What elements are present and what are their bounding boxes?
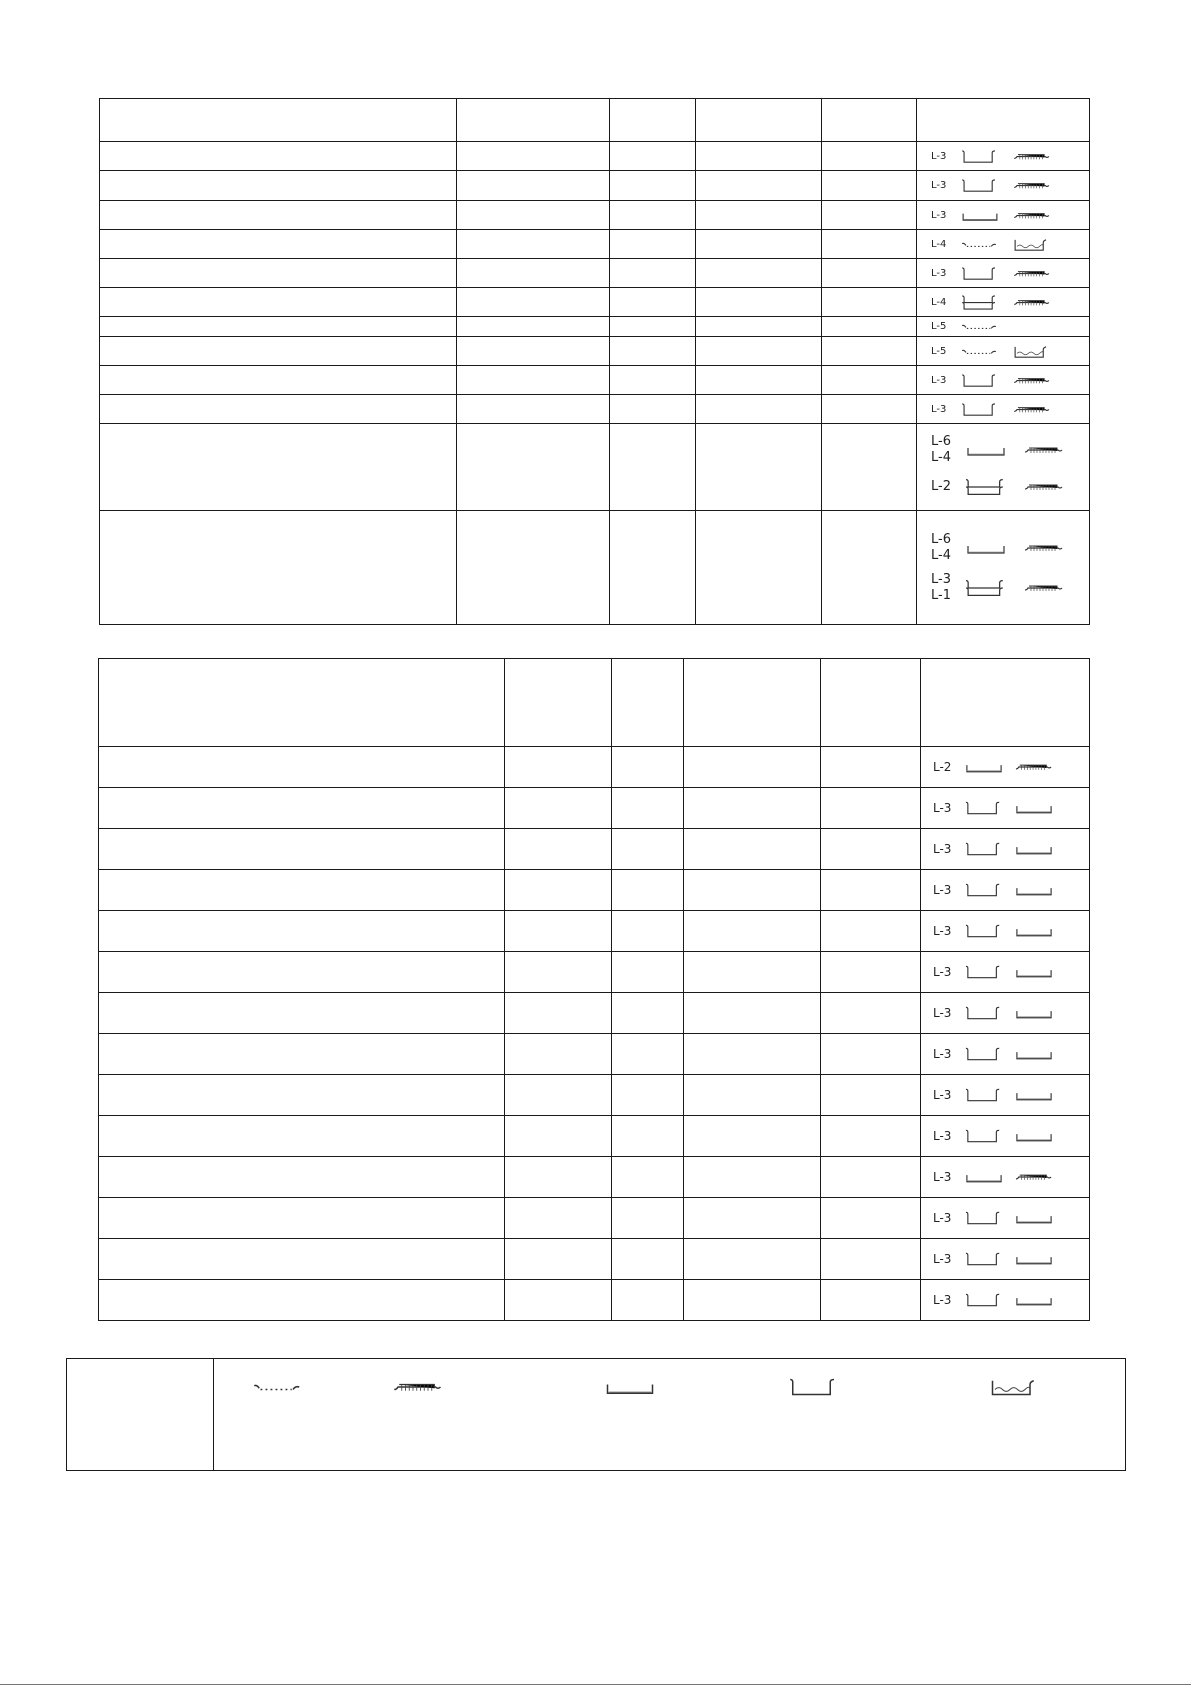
shelf-level-label: L-4 <box>931 547 951 563</box>
table-cell <box>100 230 457 259</box>
table-cell <box>696 171 822 201</box>
table-cell <box>684 1157 821 1198</box>
accessory-cell <box>921 1116 1090 1157</box>
table-cell <box>610 366 696 395</box>
shallow-pan-icon <box>1015 1128 1053 1144</box>
shelf-level-label: L-3 <box>931 267 947 279</box>
accessory-cell <box>921 1075 1090 1116</box>
table-cell <box>505 1116 612 1157</box>
table-row <box>100 424 1090 511</box>
grill-rack-icon <box>1013 402 1051 417</box>
table-cell <box>684 747 821 788</box>
table-cell <box>822 171 917 201</box>
table-cell <box>505 1034 612 1075</box>
table-cell <box>822 99 917 142</box>
shelf-level-label: L-3 <box>931 403 947 415</box>
table-cell <box>821 1280 921 1321</box>
table-cell <box>821 747 921 788</box>
table-cell <box>821 993 921 1034</box>
table-cell <box>684 1198 821 1239</box>
accessory-cell <box>921 1280 1090 1321</box>
table-row <box>99 1157 1090 1198</box>
shallow-pan-icon <box>1015 1292 1053 1308</box>
table-cell <box>684 659 821 747</box>
accessory-cell <box>917 288 1090 317</box>
shelf-level-label: L-3 <box>933 1006 952 1020</box>
table-row <box>100 337 1090 366</box>
table-cell <box>822 395 917 424</box>
table-cell <box>457 230 610 259</box>
table-cell <box>822 337 917 366</box>
table-cell <box>696 511 822 625</box>
table-cell <box>684 1280 821 1321</box>
deep-pan-icon <box>788 1377 840 1397</box>
shelf-level-label: L-6 <box>931 434 951 449</box>
accessory-cell <box>917 511 1090 625</box>
table-cell <box>505 788 612 829</box>
table-cell <box>505 1239 612 1280</box>
table-cell <box>99 952 505 993</box>
table-cell <box>610 99 696 142</box>
table-cell <box>696 288 822 317</box>
accessory-cell <box>917 366 1090 395</box>
shallow-pan-icon <box>1015 841 1053 857</box>
deep-pan-icon <box>965 800 1003 816</box>
cooking-table-1 <box>99 98 1090 625</box>
table-row <box>100 395 1090 424</box>
accessory-cell <box>921 870 1090 911</box>
wire-rack-icon <box>252 1377 304 1397</box>
accessory-cell <box>917 230 1090 259</box>
table-cell <box>610 288 696 317</box>
grill-rack-icon <box>1023 479 1065 495</box>
table-cell <box>696 259 822 288</box>
table-cell <box>696 395 822 424</box>
water-pan-icon <box>989 1377 1041 1397</box>
accessory-cell <box>921 1157 1090 1198</box>
table-cell <box>610 171 696 201</box>
shelf-level-label: L-4 <box>931 296 947 308</box>
deep-pan-icon <box>961 373 999 388</box>
table-cell <box>505 747 612 788</box>
accessory-cell <box>917 142 1090 171</box>
grill-rack-icon <box>1023 540 1065 556</box>
deep-pan-icon <box>961 402 999 417</box>
table-row <box>99 788 1090 829</box>
wire-rack-icon <box>961 237 999 252</box>
table-cell <box>99 993 505 1034</box>
shallow-pan-icon <box>1015 964 1053 980</box>
accessory-cell <box>921 993 1090 1034</box>
shelf-level-label: L-3 <box>933 883 952 897</box>
deep-pan-icon <box>965 841 1003 857</box>
deep-pan-icon <box>965 1251 1003 1267</box>
grill-rack-icon <box>1015 1169 1053 1185</box>
shelf-level-label: L-3 <box>933 842 952 856</box>
shallow-pan-icon <box>1015 800 1053 816</box>
table-cell <box>612 952 684 993</box>
shelf-level-label: L-3 <box>933 1129 952 1143</box>
table-row <box>99 1075 1090 1116</box>
table-cell <box>100 259 457 288</box>
table-row <box>99 870 1090 911</box>
accessory-cell <box>921 747 1090 788</box>
table-cell <box>100 99 457 142</box>
table-cell <box>821 952 921 993</box>
shallow-pan-icon <box>965 442 1007 458</box>
table-cell <box>684 829 821 870</box>
shelf-level-label: L-3 <box>933 924 952 938</box>
grill-rack-icon <box>1013 208 1051 223</box>
table-row <box>99 1280 1090 1321</box>
deep-pan-icon <box>965 1087 1003 1103</box>
table-cell <box>99 659 505 747</box>
table-cell <box>822 366 917 395</box>
table-header-row <box>100 99 1090 142</box>
table-cell <box>822 201 917 230</box>
table-cell <box>100 366 457 395</box>
table-cell <box>822 317 917 337</box>
table-row <box>99 911 1090 952</box>
wire-rack-icon <box>961 319 999 334</box>
grill-rack-icon <box>1013 178 1051 193</box>
table-cell <box>821 659 921 747</box>
accessory-legend <box>66 1358 1126 1471</box>
table-cell <box>696 317 822 337</box>
table-cell <box>505 952 612 993</box>
grill-rack-icon <box>1013 373 1051 388</box>
shelf-level-label: L-4 <box>931 238 947 250</box>
table-cell <box>610 337 696 366</box>
shelf-level-label: L-6 <box>931 531 951 547</box>
accessory-cell <box>921 788 1090 829</box>
table-cell <box>612 1239 684 1280</box>
shelf-level-label: L-3 <box>931 180 947 191</box>
shallow-pan-icon <box>1015 1210 1053 1226</box>
table-cell <box>505 993 612 1034</box>
deep-pan-icon <box>965 1292 1003 1308</box>
table-cell <box>457 317 610 337</box>
table-cell <box>822 142 917 171</box>
deep-pan-icon <box>965 923 1003 939</box>
table-cell <box>505 829 612 870</box>
deep-pan-icon <box>965 964 1003 980</box>
table-cell <box>99 1280 505 1321</box>
shallow-pan-icon <box>604 1377 656 1397</box>
table-row <box>100 201 1090 230</box>
accessory-cell <box>917 201 1090 230</box>
shelf-level-label: L-3 <box>931 374 947 386</box>
table-cell <box>610 142 696 171</box>
shallow-pan-icon <box>1015 1005 1053 1021</box>
shelf-level-label: L-3 <box>931 209 947 221</box>
shallow-pan-icon <box>1015 1046 1053 1062</box>
table-cell <box>684 1239 821 1280</box>
table-cell <box>684 1116 821 1157</box>
grill-rack-icon <box>1013 295 1051 310</box>
table-cell <box>505 1075 612 1116</box>
table-cell <box>612 993 684 1034</box>
table-row <box>99 993 1090 1034</box>
table-row <box>100 259 1090 288</box>
shallow-pan-icon <box>961 208 999 223</box>
table-cell <box>457 288 610 317</box>
table-cell <box>457 142 610 171</box>
table-cell <box>684 788 821 829</box>
shallow-pan-icon <box>965 1169 1003 1185</box>
deep-pan-icon <box>961 178 999 193</box>
table-cell <box>505 911 612 952</box>
grill-rack-icon <box>392 1377 444 1397</box>
shelf-level-label: L-3 <box>933 1211 952 1225</box>
table-cell <box>610 201 696 230</box>
table-cell <box>612 1075 684 1116</box>
table-cell <box>821 788 921 829</box>
double-pan-icon <box>965 474 1007 500</box>
shelf-level-label: L-3 <box>933 801 952 815</box>
table-cell <box>696 230 822 259</box>
table-row <box>100 171 1090 201</box>
table-row <box>99 1198 1090 1239</box>
table-cell <box>821 1198 921 1239</box>
grill-rack-icon <box>1013 149 1051 164</box>
table-cell <box>457 171 610 201</box>
table-cell <box>505 659 612 747</box>
table-row <box>100 366 1090 395</box>
shelf-level-label: L-3 <box>933 1047 952 1061</box>
shelf-level-label: L-3 <box>931 150 947 162</box>
table-cell <box>612 788 684 829</box>
table-cell <box>610 317 696 337</box>
table-cell <box>684 952 821 993</box>
legend-header-cell <box>67 1359 214 1471</box>
grill-rack-icon <box>1023 580 1065 596</box>
table-cell <box>822 511 917 625</box>
deep-pan-icon <box>961 149 999 164</box>
table-cell <box>457 337 610 366</box>
table-cell <box>612 747 684 788</box>
accessory-cell <box>917 424 1090 511</box>
table-cell <box>100 201 457 230</box>
deep-pan-icon <box>965 1046 1003 1062</box>
grill-rack-icon <box>1013 266 1051 281</box>
table-cell <box>457 424 610 511</box>
shelf-level-label: L-3 <box>933 1170 952 1184</box>
accessory-cell <box>917 337 1090 366</box>
table-cell <box>100 142 457 171</box>
table-row <box>99 829 1090 870</box>
table-cell <box>821 1075 921 1116</box>
table-cell <box>822 424 917 511</box>
accessory-cell <box>917 259 1090 288</box>
shelf-level-label: L-2 <box>933 760 952 774</box>
shelf-level-label: L-3 <box>933 1088 952 1102</box>
table-cell <box>99 870 505 911</box>
table-cell <box>457 511 610 625</box>
accessory-cell <box>921 1198 1090 1239</box>
shallow-pan-icon <box>1015 923 1053 939</box>
table-cell <box>99 911 505 952</box>
table-cell <box>100 288 457 317</box>
grill-rack-icon <box>1023 442 1065 458</box>
table-row <box>100 317 1090 337</box>
table-cell <box>696 337 822 366</box>
table-cell <box>822 288 917 317</box>
table-row <box>99 1239 1090 1280</box>
shelf-level-label: L-4 <box>931 450 951 465</box>
accessory-cell <box>921 829 1090 870</box>
accessory-cell <box>921 952 1090 993</box>
table-cell <box>684 1034 821 1075</box>
shallow-pan-icon <box>1015 1251 1053 1267</box>
table-cell <box>684 911 821 952</box>
shelf-level-label: L-3 <box>933 1252 952 1266</box>
table-cell <box>610 230 696 259</box>
table-row <box>99 1116 1090 1157</box>
table-cell <box>99 1075 505 1116</box>
table-cell <box>99 1198 505 1239</box>
water-pan-icon <box>1013 344 1051 359</box>
table-cell <box>684 993 821 1034</box>
deep-pan-icon <box>961 266 999 281</box>
table-row <box>100 511 1090 625</box>
shelf-level-label: L-1 <box>931 587 951 603</box>
table-cell <box>457 201 610 230</box>
table-cell <box>505 1157 612 1198</box>
shelf-level-label: L-5 <box>931 345 947 357</box>
table-cell <box>821 870 921 911</box>
shelf-level-label: L-2 <box>931 479 951 494</box>
table-cell <box>100 171 457 201</box>
shelf-level-label: L-3 <box>931 571 951 587</box>
table-cell <box>99 1034 505 1075</box>
table-cell <box>821 911 921 952</box>
table-cell <box>684 1075 821 1116</box>
table-cell <box>821 1157 921 1198</box>
table-cell <box>100 511 457 625</box>
table-cell <box>612 829 684 870</box>
table-cell <box>505 1280 612 1321</box>
table-cell <box>99 788 505 829</box>
table-cell <box>612 870 684 911</box>
table-cell <box>822 259 917 288</box>
table-cell <box>457 259 610 288</box>
legend-icons-cell <box>214 1359 1126 1471</box>
shallow-pan-icon <box>1015 1087 1053 1103</box>
table-row <box>99 747 1090 788</box>
shelf-level-label: L-3 <box>933 1293 952 1307</box>
table-cell <box>457 99 610 142</box>
accessory-cell <box>917 317 1090 337</box>
table-cell <box>612 911 684 952</box>
table-cell <box>610 424 696 511</box>
double-pan-icon <box>961 295 999 310</box>
grill-rack-icon <box>1015 759 1053 775</box>
table-cell <box>610 395 696 424</box>
table-cell <box>612 1198 684 1239</box>
table-cell <box>921 659 1090 747</box>
deep-pan-icon <box>965 1210 1003 1226</box>
table-row <box>100 142 1090 171</box>
table-row <box>100 288 1090 317</box>
table-cell <box>696 366 822 395</box>
table-cell <box>612 1034 684 1075</box>
table-cell <box>612 1157 684 1198</box>
table-cell <box>821 1034 921 1075</box>
table-cell <box>100 424 457 511</box>
accessory-cell <box>917 395 1090 424</box>
deep-pan-icon <box>965 1128 1003 1144</box>
table-cell <box>99 1239 505 1280</box>
table-cell <box>822 230 917 259</box>
table-cell <box>100 337 457 366</box>
table-cell <box>457 395 610 424</box>
table-cell <box>821 829 921 870</box>
table-cell <box>99 1157 505 1198</box>
table-cell <box>696 142 822 171</box>
table-cell <box>612 1116 684 1157</box>
water-pan-icon <box>1013 237 1051 252</box>
shallow-pan-icon <box>1015 882 1053 898</box>
table-row <box>99 1034 1090 1075</box>
table-cell <box>100 317 457 337</box>
table-cell <box>696 201 822 230</box>
deep-pan-icon <box>965 882 1003 898</box>
table-cell <box>684 870 821 911</box>
table-cell <box>100 395 457 424</box>
table-cell <box>610 259 696 288</box>
wire-rack-icon <box>961 344 999 359</box>
table-cell <box>610 511 696 625</box>
shelf-level-label: L-3 <box>933 965 952 979</box>
table-header-row <box>99 659 1090 747</box>
accessory-cell <box>921 1034 1090 1075</box>
double-pan-icon <box>965 575 1007 601</box>
table-cell <box>505 870 612 911</box>
deep-pan-icon <box>965 1005 1003 1021</box>
shallow-pan-icon <box>965 540 1007 556</box>
table-cell <box>612 659 684 747</box>
table-cell <box>505 1198 612 1239</box>
table-cell <box>821 1116 921 1157</box>
shallow-pan-icon <box>965 759 1003 775</box>
table-row <box>100 230 1090 259</box>
table-cell <box>99 829 505 870</box>
table-cell <box>696 99 822 142</box>
shelf-level-label: L-5 <box>931 321 947 332</box>
table-cell <box>696 424 822 511</box>
table-cell <box>99 747 505 788</box>
table-cell <box>917 99 1090 142</box>
accessory-cell <box>921 911 1090 952</box>
table-cell <box>457 366 610 395</box>
table-cell <box>821 1239 921 1280</box>
cooking-table-2 <box>98 658 1090 1321</box>
table-cell <box>99 1116 505 1157</box>
accessory-cell <box>921 1239 1090 1280</box>
accessory-cell <box>917 171 1090 201</box>
table-cell <box>612 1280 684 1321</box>
table-row <box>99 952 1090 993</box>
